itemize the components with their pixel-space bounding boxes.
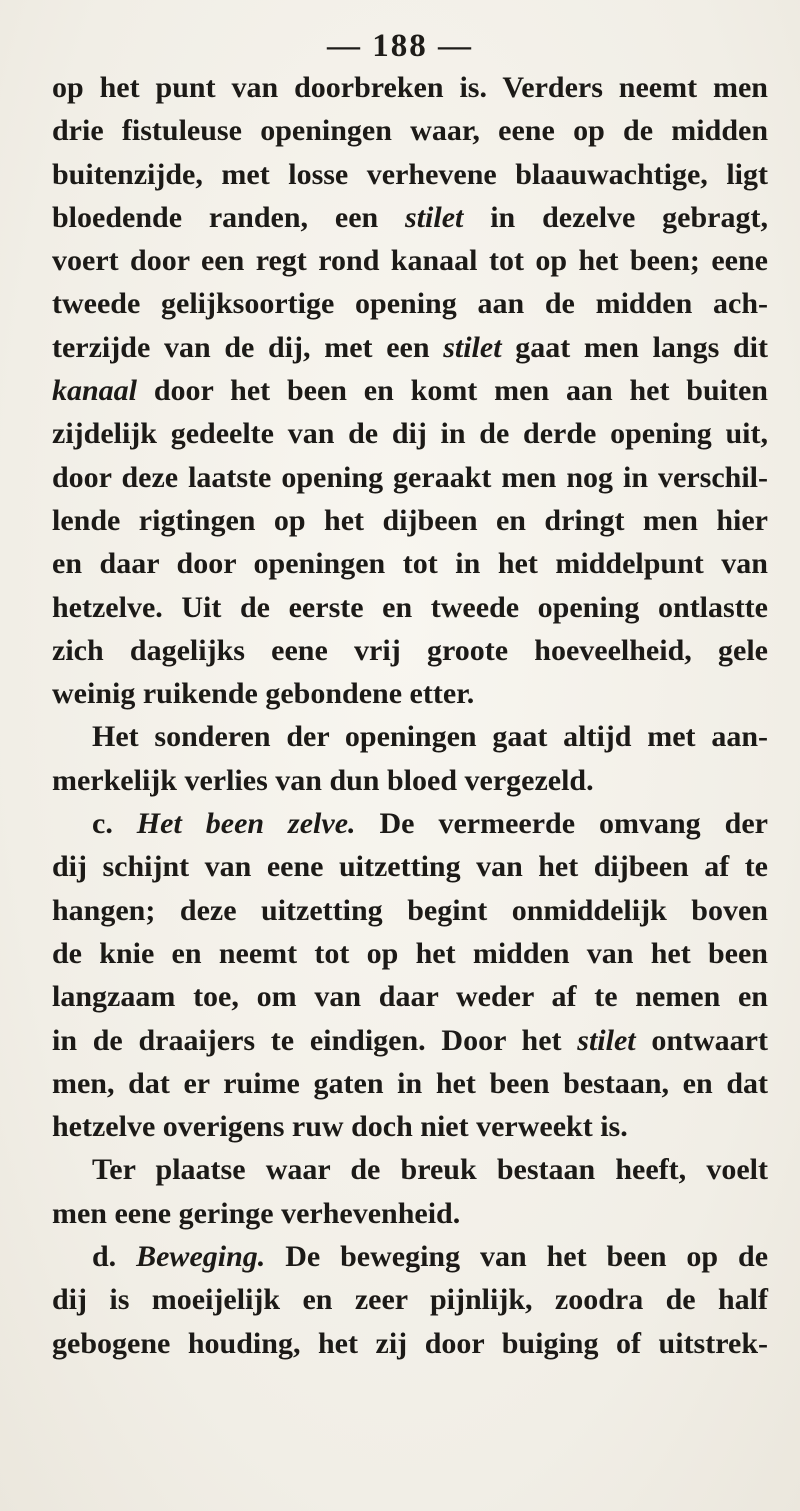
text-segment: bloedende randen, een bbox=[52, 200, 406, 234]
text-segment: langzaam toe, om van daar weder af te nemen en bbox=[52, 980, 768, 1014]
text-line bbox=[52, 282, 768, 325]
italic-term: Het been zelve. bbox=[136, 807, 356, 841]
text-line bbox=[52, 153, 768, 196]
text-line bbox=[52, 542, 768, 585]
text-line bbox=[52, 1019, 768, 1062]
text-segment: de knie en neemt tot op het midden van het been bbox=[52, 936, 768, 970]
italic-term: stilet bbox=[577, 1023, 636, 1057]
italic-term: stilet bbox=[405, 200, 464, 234]
text-segment: gaat men langs dit bbox=[501, 330, 768, 364]
text-segment: Ter plaatse waar de breuk bestaan heeft, voelt bbox=[92, 1153, 768, 1187]
text-line bbox=[52, 1062, 768, 1105]
italic-term: stilet bbox=[443, 330, 502, 364]
text-segment: in de draaijers te eindigen. Door het bbox=[52, 1023, 578, 1057]
text-line bbox=[52, 456, 768, 499]
text-segment: hangen; deze uitzetting begint onmiddelijk boven bbox=[52, 893, 768, 927]
text-segment: c. bbox=[92, 807, 137, 841]
text-line bbox=[52, 1278, 768, 1321]
text-segment: weinig ruikende gebondene etter. bbox=[52, 677, 475, 711]
text-line bbox=[52, 326, 768, 369]
text-line bbox=[52, 759, 768, 802]
text-line bbox=[52, 499, 768, 542]
text-line bbox=[52, 1192, 768, 1235]
text-segment: voert door een regt rond kanaal tot op het been; eene bbox=[52, 244, 768, 278]
text-segment: dij schijnt van eene uitzetting van het dijbeen af te bbox=[52, 850, 768, 884]
text-segment: hetzelve. Uit de eerste en tweede opening ontlastte bbox=[52, 590, 768, 624]
text-segment: De beweging van het been op de bbox=[265, 1240, 769, 1274]
text-line bbox=[52, 369, 768, 412]
text-line bbox=[52, 932, 768, 975]
text-line bbox=[52, 66, 768, 109]
text-segment: hetzelve overigens ruw doch niet verweekt is. bbox=[52, 1110, 628, 1144]
text-line bbox=[52, 845, 768, 888]
text-line bbox=[52, 196, 768, 239]
italic-term: Beweging. bbox=[136, 1240, 266, 1274]
text-line bbox=[52, 109, 768, 152]
text-line bbox=[52, 1105, 768, 1148]
text-segment: op het punt van doorbreken is. Verders neemt men bbox=[52, 71, 768, 104]
text-segment: terzijde van de dij, met een bbox=[52, 330, 444, 364]
text-segment: merkelijk verlies van dun bloed vergezeld. bbox=[52, 763, 594, 797]
text-segment: gebogene houding, het zij door buiging of uitstrek- bbox=[52, 1326, 768, 1360]
text-segment: door het been en komt men aan het buiten bbox=[137, 374, 768, 408]
italic-term: kanaal bbox=[52, 374, 138, 408]
text-line bbox=[52, 672, 768, 715]
text-line bbox=[52, 629, 768, 672]
text-line bbox=[52, 802, 768, 845]
text-segment: drie fistuleuse openingen waar, eene op de midden bbox=[52, 114, 768, 148]
page-number: — 188 — bbox=[327, 28, 473, 64]
text-line bbox=[52, 1148, 768, 1191]
text-segment: in dezelve gebragt, bbox=[463, 200, 768, 234]
text-segment: De vermeerde omvang der bbox=[355, 807, 768, 841]
text-segment: dij is moeijelijk en zeer pijnlijk, zoodra de half bbox=[52, 1283, 768, 1317]
text-segment: en daar door openingen tot in het middelpunt van bbox=[52, 547, 768, 581]
text-segment: door deze laatste opening geraakt men nog in verschil- bbox=[52, 460, 768, 494]
text-segment: buitenzijde, met losse verhevene blaauwachtige, ligt bbox=[52, 157, 768, 191]
text-line bbox=[52, 889, 768, 932]
text-line bbox=[52, 586, 768, 629]
text-segment: d. bbox=[92, 1240, 137, 1274]
body-text bbox=[52, 66, 768, 1365]
text-line bbox=[52, 975, 768, 1018]
text-segment: ontwaart bbox=[635, 1023, 768, 1057]
text-line bbox=[52, 239, 768, 282]
text-segment: zijdelijk gedeelte van de dij in de derde opening uit, bbox=[52, 417, 768, 451]
text-segment: tweede gelijksoortige opening aan de midden ach- bbox=[52, 287, 768, 321]
text-segment: men eene geringe verhevenheid. bbox=[52, 1196, 461, 1230]
text-line bbox=[52, 1322, 768, 1365]
text-line bbox=[52, 412, 768, 455]
text-segment: Het sonderen der openingen gaat altijd met aan- bbox=[92, 720, 768, 754]
text-segment: lende rigtingen op het dijbeen en dringt men hier bbox=[52, 503, 768, 537]
text-segment: men, dat er ruime gaten in het been bestaan, en dat bbox=[52, 1066, 768, 1100]
text-line bbox=[52, 1235, 768, 1278]
text-line bbox=[52, 715, 768, 758]
text-segment: zich dagelijks eene vrij groote hoeveelheid, gele bbox=[52, 633, 768, 667]
